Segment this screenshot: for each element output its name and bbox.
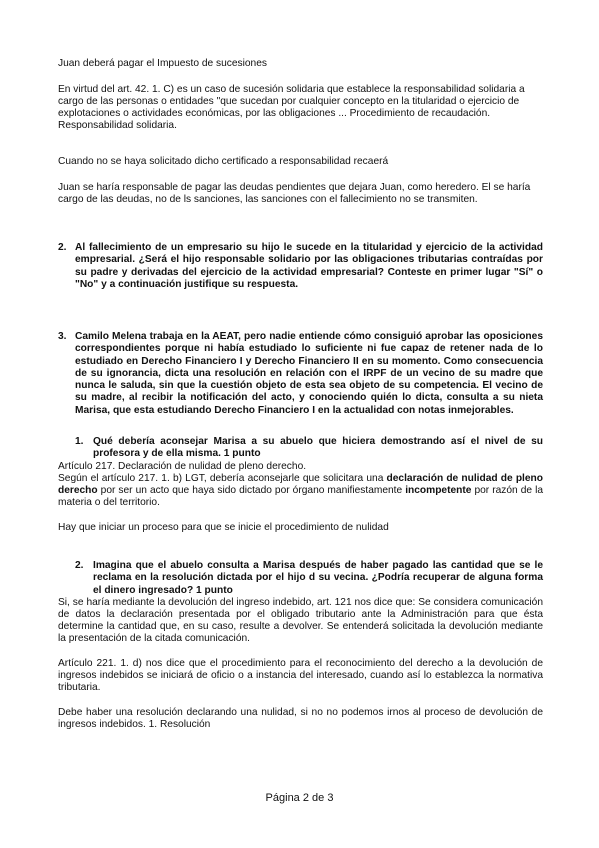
answer-text-start: Según el artículo 217. 1. b) LGT, debería aconsejarle que solicitara una xyxy=(58,473,387,484)
paragraph-inheritance-tax: Juan deberá pagar el Impuesto de sucesiones xyxy=(58,58,267,69)
answer-text-end: por razón de la materia o del territorio. xyxy=(58,485,543,508)
paragraph-heir-debts: Juan se haría responsable de pagar las deudas pendientes que dejara Juan, como heredero. El se haría cargo de las deudas, no de ls sanciones, las sanciones con el fallecimiento no se transmiten. xyxy=(58,182,531,205)
paragraph-certificate: Cuando no se haya solicitado dicho certificado a responsabilidad recaerá xyxy=(58,156,389,167)
page-number: Página 2 de 3 xyxy=(265,792,334,804)
paragraph-art-42: En virtud del art. 42. 1. C) es un caso de sucesión solidaria que establece la responsabilidad solidaria a cargo de las personas o entidades "que sucedan por cualquier concepto en la titularidad o ejercicio de explotaciones o actividades económicas, por las obligaciones ... Procedimiento de recaudación. Responsabilidad solidaria. xyxy=(58,84,525,131)
subquestion-2-text: Imagina que el abuelo consulta a Marisa después de haber pagado las cantidad que se le reclama en la resolución dictada por el hijo d su vecina. ¿Podría recuperar de alguna forma el dinero ingresado? 1 punto xyxy=(93,560,543,596)
question-2-text: Al fallecimiento de un empresario su hijo le sucede en la titularidad y ejercicio de la actividad empresarial. ¿Será el hijo responsable solidario por las obligaciones tributarias contraídas por su padre y derivadas del ejercicio de la actividad empresarial? Conteste en primer lugar "Sí" o "No" y a continuación justifique su respuesta. xyxy=(75,242,543,290)
question-3-text: Camilo Melena trabaja en la AEAT, pero nadie entiende cómo consiguió aprobar las oposiciones correspondientes porque ni había estudiado lo suficiente ni fue capaz de retener nada de lo estudiado en Derecho Financiero I y Derecho Financiero II en su momento. Como consecuencia de su ignorancia, dicta una resolución en relación con el IRPF de un vecino de su madre que nunca le saluda, sin que la cuestión objeto de esta sea objeto de su competencia. El vecino de su madre, al recibir la notificación del acto, y conociendo quién lo dicta, consulta a su nieta Marisa, que esta estudiando Derecho Financiero I en la actualidad con notas inmejorables. xyxy=(75,331,543,416)
paragraph-art-217-answer xyxy=(58,473,543,509)
answer-text-middle: por ser un acto que haya sido dictado por órgano manifiestamente xyxy=(97,485,406,496)
subquestion-1-text: Qué debería aconsejar Marisa a su abuelo que hiciera demostrando así el nivel de su profesora y de ella misma. 1 punto xyxy=(93,436,543,460)
question-2-number: 2. xyxy=(58,242,67,253)
paragraph-nullity-procedure: Hay que iniciar un proceso para que se inicie el procedimiento de nulidad xyxy=(58,522,389,533)
paragraph-art-121: Si, se haría mediante la devolución del ingreso indebido, art. 121 nos dice que: Se considera comunicación de datos la declaración presentada por el obligado tributario ante la Administración para que ésta determine la cantidad que, en su caso, resulte a devolver. Se entenderá solicitada la devolución mediante la presentación de la citada comunicación. xyxy=(58,597,543,644)
paragraph-resolution: Debe haber una resolución declarando una nulidad, si no no podemos irnos al proceso de devolución de ingresos indebidos. 1. Resolución xyxy=(58,707,543,730)
paragraph-art-217-title: Artículo 217. Declaración de nulidad de pleno derecho. xyxy=(58,461,307,472)
paragraph-art-221: Artículo 221. 1. d) nos dice que el procedimiento para el reconocimiento del derecho a la devolución de ingresos indebidos se iniciará de oficio o a instancia del interesado, cuando así lo establezca la normativa tributaria. xyxy=(58,658,543,693)
question-3-number: 3. xyxy=(58,331,67,342)
answer-incompetent-emphasis: incompetente xyxy=(405,485,472,496)
subquestion-2-number: 2. xyxy=(75,560,84,571)
answer-nullity-emphasis: declaración de nulidad de pleno derecho xyxy=(58,473,543,496)
subquestion-1-number: 1. xyxy=(75,436,84,447)
